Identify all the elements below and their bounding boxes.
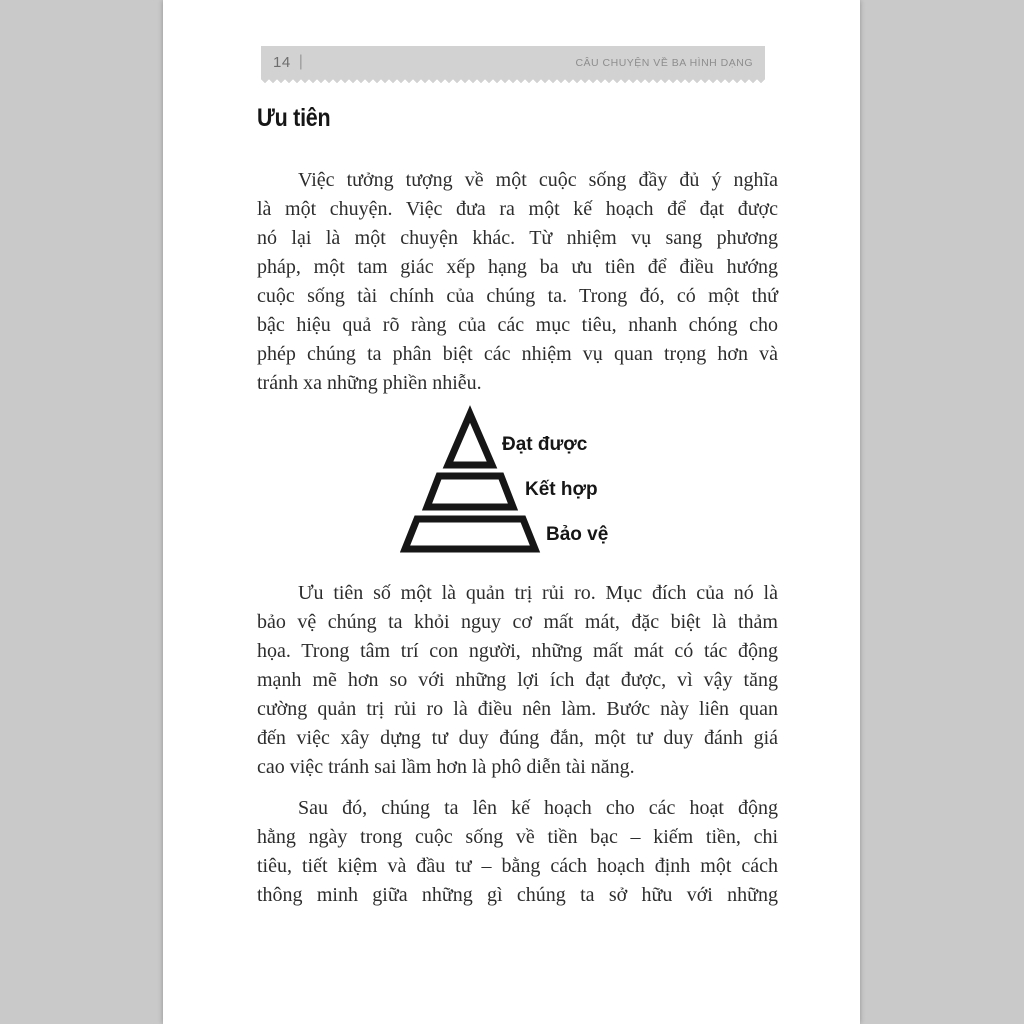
running-title: CÂU CHUYỆN VỀ BA HÌNH DẠNG bbox=[575, 56, 753, 69]
page-header-inner bbox=[261, 46, 765, 79]
text-line: pháp, một tam giác xếp hạng ba ưu tiên để điều hướng bbox=[257, 256, 778, 278]
text-line: mạnh mẽ hơn so với những lợi ích đạt được, vì vậy tăng bbox=[257, 669, 778, 691]
pyramid-label-bottom: Bảo vệ bbox=[546, 524, 609, 545]
text-line: Sau đó, chúng ta lên kế hoạch cho các hoạt động bbox=[298, 797, 778, 819]
pyramid-level-top-shape bbox=[448, 414, 492, 465]
text-line: cuộc sống tài chính của chúng ta. Trong đó, có một thứ bbox=[257, 285, 778, 307]
body-paragraph-3 bbox=[257, 794, 778, 910]
priority-pyramid-diagram bbox=[400, 404, 615, 556]
page-header-bar bbox=[261, 46, 765, 79]
section-heading: Ưu tiên bbox=[257, 104, 331, 132]
right-gray-margin bbox=[860, 0, 1024, 1024]
pyramid-level-middle-shape bbox=[427, 476, 513, 507]
text-line: hằng ngày trong cuộc sống về tiền bạc – kiếm tiền, chi bbox=[257, 826, 778, 848]
text-line: cường quản trị rủi ro là điều nên làm. Bước này liên quan bbox=[257, 698, 778, 720]
left-gray-margin bbox=[0, 0, 163, 1024]
page-number-group bbox=[273, 54, 303, 72]
body-paragraph-2 bbox=[257, 579, 778, 782]
text-line: cao việc tránh sai lầm hơn là phô diễn tài năng. bbox=[257, 756, 635, 778]
text-line: bậc hiệu quả rõ ràng của các mục tiêu, nhanh chóng cho bbox=[257, 314, 778, 336]
pyramid-label-middle: Kết hợp bbox=[525, 479, 598, 500]
text-line: phép chúng ta phân biệt các nhiệm vụ quan trọng hơn và bbox=[257, 343, 778, 365]
text-line: là một chuyện. Việc đưa ra một kế hoạch để đạt được bbox=[257, 198, 778, 220]
zigzag-edge bbox=[261, 79, 765, 83]
pyramid-label-top: Đạt được bbox=[502, 434, 588, 455]
text-line: tránh xa những phiền nhiễu. bbox=[257, 372, 482, 394]
text-line: đến việc xây dựng tư duy đúng đắn, một tư duy đánh giá bbox=[257, 727, 778, 749]
text-line: họa. Trong tâm trí con người, những mất mát có tác động bbox=[257, 640, 778, 662]
text-line: thông minh giữa những gì chúng ta sở hữu với những bbox=[257, 884, 778, 906]
pyramid-level-bottom-shape bbox=[405, 519, 535, 549]
text-line: Ưu tiên số một là quản trị rủi ro. Mục đích của nó là bbox=[298, 582, 778, 604]
text-line: bảo vệ chúng ta khỏi nguy cơ mất mát, đặc biệt là thảm bbox=[257, 611, 778, 633]
book-page bbox=[163, 0, 860, 1024]
page-number-separator: | bbox=[298, 52, 303, 70]
text-line: Việc tưởng tượng về một cuộc sống đầy đủ ý nghĩa bbox=[298, 169, 778, 191]
pyramid-svg bbox=[400, 404, 615, 556]
body-paragraph-1 bbox=[257, 166, 778, 398]
text-line: tiêu, tiết kiệm và đầu tư – bằng cách hoạch định một cách bbox=[257, 855, 778, 877]
text-line: nó lại là một chuyện khác. Từ nhiệm vụ sang phương bbox=[257, 227, 778, 249]
page-number: 14 bbox=[273, 53, 291, 71]
